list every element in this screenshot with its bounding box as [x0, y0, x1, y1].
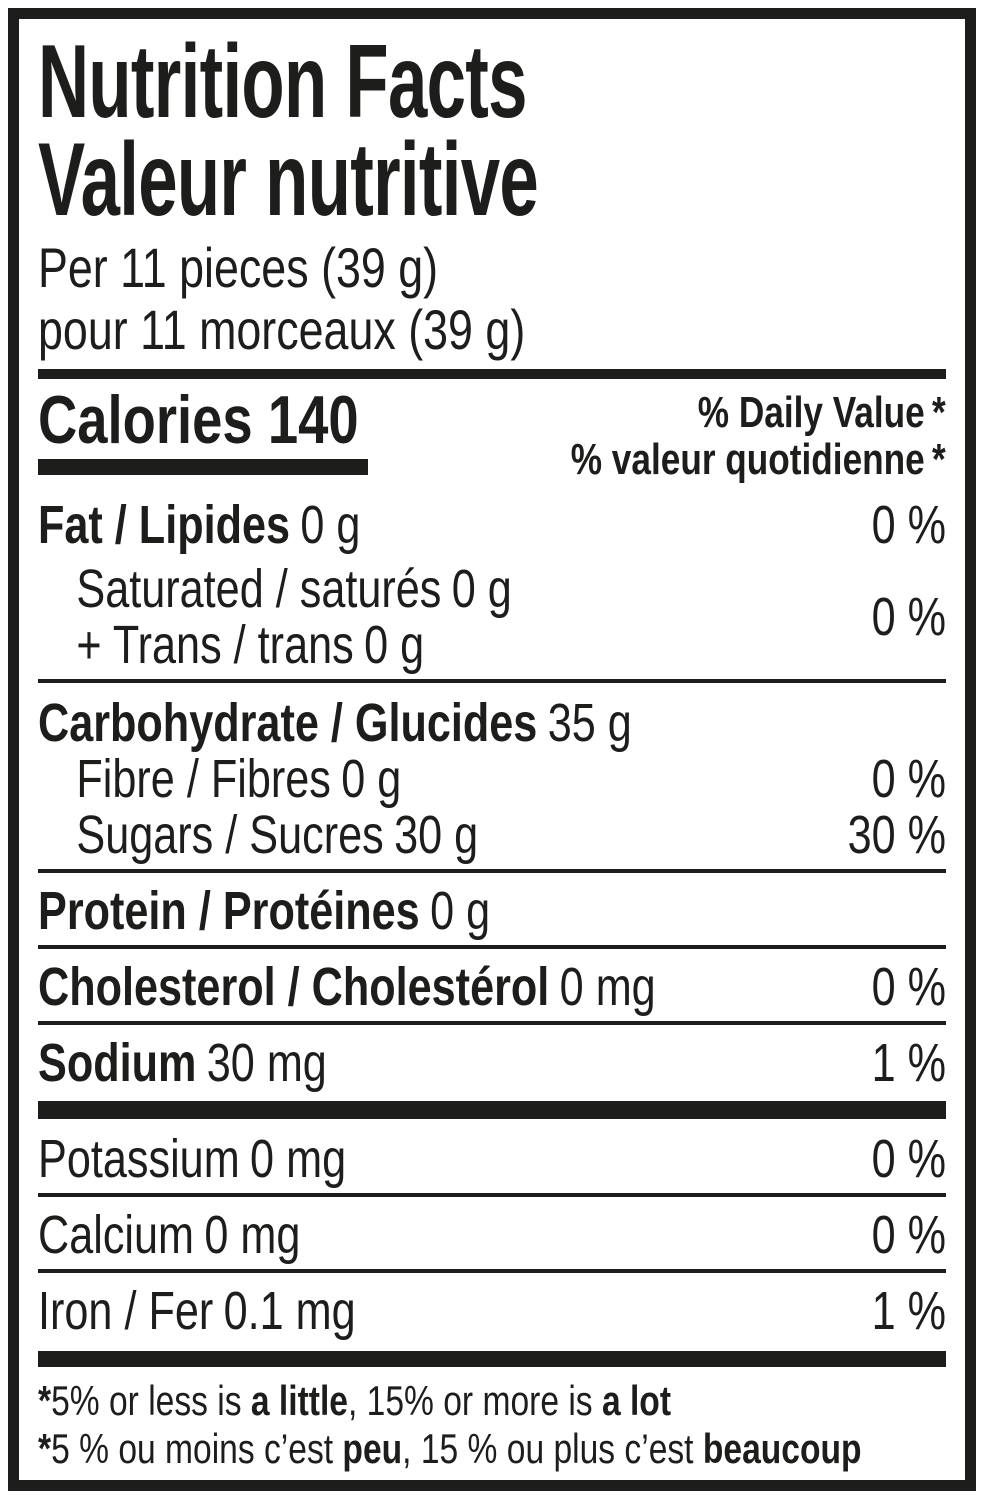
footnote-en-asterisk: *	[38, 1377, 52, 1424]
nutrient-row-carbohydrate	[38, 695, 946, 751]
nutrient-row-iron	[38, 1283, 946, 1339]
daily-value-asterisk-fr: *	[932, 435, 946, 484]
iron-amount: 0.1 mg	[223, 1281, 356, 1341]
sodium-amount: 30 mg	[206, 1033, 327, 1093]
calories-text	[38, 382, 359, 458]
saturated-trans-percent-dv: 0 %	[871, 587, 946, 647]
iron-percent-dv: 1 %	[871, 1281, 946, 1341]
separator-thick-after-sodium	[38, 1101, 946, 1119]
daily-value-header	[477, 389, 946, 483]
calcium-name	[38, 1207, 300, 1263]
calcium-label: Calcium	[38, 1205, 195, 1265]
protein-name	[38, 883, 490, 939]
carbohydrate-name	[38, 695, 632, 751]
serving-size-fr: pour 11 morceaux (39 g)	[38, 298, 526, 361]
fat-percent-dv: 0 %	[871, 495, 946, 555]
nutrient-row-protein	[38, 883, 946, 939]
separator-thin-after-potassium	[38, 1193, 946, 1197]
saturated-trans-lines	[38, 561, 630, 673]
separator-thick-before-footnote	[38, 1351, 946, 1367]
daily-value-asterisk: *	[932, 388, 946, 437]
footnote-en-a-little: a little	[250, 1377, 348, 1424]
sugars-percent-dv: 30 %	[847, 805, 946, 865]
footnote-en-a-lot: a lot	[601, 1377, 672, 1424]
nutrient-row-sugars	[38, 807, 946, 863]
nutrient-row-fibre	[38, 751, 946, 807]
calcium-percent-dv: 0 %	[871, 1205, 946, 1265]
calories-label: Calories	[38, 382, 253, 458]
daily-value-header-fr	[571, 436, 946, 483]
calories-daily-value-row	[38, 382, 946, 484]
fat-name	[38, 497, 360, 553]
title-en: Nutrition Facts	[38, 24, 527, 140]
footnote-fr-seg1: 5 % ou moins c’est	[51, 1425, 343, 1472]
nutrition-facts-label	[8, 8, 976, 1491]
sugars-amount: 30 g	[394, 805, 479, 865]
sugars-name	[38, 807, 478, 863]
separator-thin-after-protein	[38, 945, 946, 949]
saturated-label: Saturated / saturés	[76, 559, 442, 619]
potassium-percent-dv: 0 %	[871, 1129, 946, 1189]
saturated-line	[38, 561, 512, 617]
sodium-name	[38, 1035, 327, 1091]
separator-thin-after-carbohydrate	[38, 869, 946, 873]
nutrient-row-sodium	[38, 1035, 946, 1091]
calories-block	[38, 382, 439, 475]
calories-value: 140	[267, 382, 359, 458]
footnote-fr-seg2: , 15 % ou plus c’est	[402, 1425, 703, 1472]
nutrient-row-saturated-trans	[38, 561, 946, 673]
sugars-line	[38, 807, 478, 863]
carbohydrate-amount: 35 g	[547, 693, 632, 753]
protein-label: Protein / Protéines	[38, 881, 420, 941]
footnote-fr	[38, 1425, 862, 1473]
sodium-label: Sodium	[38, 1033, 197, 1093]
trans-amount: 0 g	[364, 615, 425, 675]
serving-size-en: Per 11 pieces (39 g)	[38, 236, 439, 299]
potassium-label: Potassium	[38, 1129, 240, 1189]
sugars-label: Sugars / Sucres	[76, 805, 384, 865]
daily-value-header-fr-text: % valeur quotidienne	[571, 435, 926, 484]
fibre-label: Fibre / Fibres	[76, 749, 331, 809]
cholesterol-amount: 0 mg	[559, 957, 656, 1017]
sodium-percent-dv: 1 %	[871, 1033, 946, 1093]
fibre-percent-dv: 0 %	[871, 749, 946, 809]
separator-thin-after-cholesterol	[38, 1021, 946, 1025]
label-title	[38, 24, 946, 238]
serving-size	[38, 237, 946, 361]
fat-label: Fat / Lipides	[38, 495, 291, 555]
trans-name	[38, 617, 512, 673]
fibre-name	[38, 751, 401, 807]
potassium-amount: 0 mg	[250, 1129, 347, 1189]
separator-thick-header	[38, 369, 946, 379]
cholesterol-label: Cholesterol / Cholestérol	[38, 957, 550, 1017]
nutrient-row-fat	[38, 497, 946, 553]
calcium-amount: 0 mg	[204, 1205, 301, 1265]
potassium-name	[38, 1131, 346, 1187]
footnote-fr-peu: peu	[342, 1425, 403, 1472]
daily-value-header-en-text: % Daily Value	[698, 388, 926, 437]
nutrient-row-calcium	[38, 1207, 946, 1263]
footnote-en	[38, 1377, 764, 1425]
nutrient-row-cholesterol	[38, 959, 946, 1015]
footnote-fr-beaucoup: beaucoup	[702, 1425, 862, 1472]
trans-label: + Trans / trans	[76, 615, 354, 675]
saturated-name	[38, 561, 512, 617]
footnotes	[38, 1377, 946, 1473]
title-fr: Valeur nutritive	[38, 122, 539, 238]
iron-label: Iron / Fer	[38, 1281, 214, 1341]
fibre-amount: 0 g	[341, 749, 402, 809]
separator-thin-after-fat	[38, 679, 946, 683]
daily-value-header-en	[571, 389, 946, 436]
calories-underline-bar	[38, 459, 368, 475]
nutrient-row-potassium	[38, 1131, 946, 1187]
footnote-en-seg2: , 15% or more is	[347, 1377, 602, 1424]
trans-line	[38, 617, 424, 673]
carbohydrate-label: Carbohydrate / Glucides	[38, 693, 538, 753]
cholesterol-name	[38, 959, 656, 1015]
fibre-line	[38, 751, 401, 807]
footnote-fr-asterisk: *	[38, 1425, 52, 1472]
cholesterol-percent-dv: 0 %	[871, 957, 946, 1017]
protein-amount: 0 g	[430, 881, 491, 941]
iron-name	[38, 1283, 356, 1339]
footnote-en-seg1: 5% or less is	[51, 1377, 251, 1424]
fat-amount: 0 g	[300, 495, 361, 555]
separator-thin-after-calcium	[38, 1269, 946, 1273]
saturated-amount: 0 g	[451, 559, 512, 619]
